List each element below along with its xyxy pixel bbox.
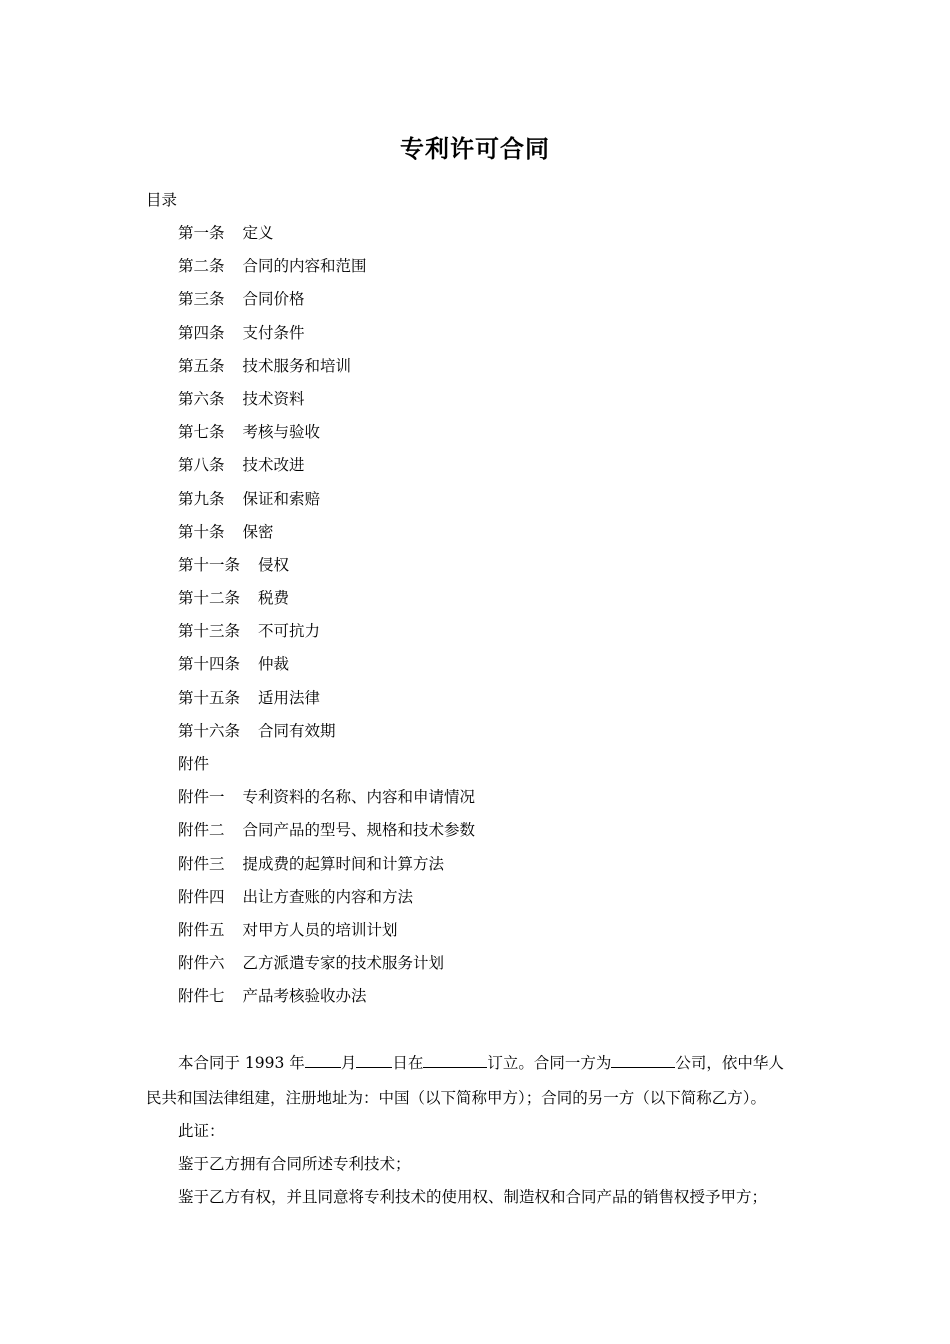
witness-line: 此证： — [178, 1122, 225, 1140]
intro-text-month: 月 — [340, 1054, 357, 1072]
toc-item-number: 附件五 — [178, 920, 225, 939]
toc-item — [178, 984, 475, 1017]
toc-item — [178, 420, 475, 453]
intro-text-day: 日在 — [392, 1054, 424, 1072]
toc-item-label: 产品考核验收办法 — [242, 987, 367, 1006]
toc-item-label: 合同产品的型号、规格和技术参数 — [242, 821, 476, 840]
toc-item-label: 专利资料的名称、内容和申请情况 — [242, 788, 476, 807]
toc-item-label: 乙方派遣专家的技术服务计划 — [242, 954, 445, 973]
toc-item-label: 保密 — [242, 522, 274, 541]
intro-text-law: 公司，依中华人 — [675, 1054, 784, 1072]
toc-item-number: 第十一条 — [178, 555, 241, 574]
intro-text-party: 订立。合同一方为 — [487, 1054, 612, 1072]
toc-item-number: 第十五条 — [178, 688, 241, 707]
toc-item — [178, 686, 475, 719]
toc-item — [178, 951, 475, 984]
toc-item — [178, 520, 475, 553]
toc-item-label: 技术改进 — [242, 456, 305, 475]
toc-item-number: 第八条 — [178, 456, 225, 475]
toc-item — [178, 321, 475, 354]
toc-item-label: 适用法律 — [258, 688, 321, 707]
toc-item-label: 合同价格 — [242, 290, 305, 309]
toc-item — [178, 619, 475, 652]
toc-item-label: 保证和索赔 — [242, 489, 321, 508]
toc-item — [178, 719, 475, 752]
toc-item — [178, 852, 475, 885]
toc-item-number: 第十二条 — [178, 589, 241, 608]
toc-item-label: 侵权 — [258, 555, 290, 574]
toc-item — [178, 885, 475, 918]
toc-item — [178, 487, 475, 520]
toc-heading: 目录 — [146, 191, 178, 209]
toc-item-label: 考核与验收 — [242, 423, 321, 442]
toc-item — [178, 818, 475, 851]
toc-item-number: 第三条 — [178, 290, 225, 309]
toc-item — [178, 287, 475, 320]
toc-item-label: 仲裁 — [258, 655, 290, 674]
contract-intro — [146, 1050, 808, 1218]
toc-item-label: 对甲方人员的培训计划 — [242, 920, 398, 939]
toc-item-number: 附件六 — [178, 954, 225, 973]
toc-item-number: 附件七 — [178, 987, 225, 1006]
toc-item-number: 第四条 — [178, 323, 225, 342]
toc-item — [178, 553, 475, 586]
toc-item-label: 技术服务和培训 — [242, 356, 352, 375]
toc-item-number: 附件二 — [178, 821, 225, 840]
intro-text-date-prefix: 本合同于 1993 年 — [178, 1054, 305, 1072]
toc-item — [178, 785, 475, 818]
toc-item-label: 税费 — [258, 589, 290, 608]
toc-item-number: 第一条 — [178, 224, 225, 242]
toc-item — [178, 354, 475, 387]
toc-item-number: 第十六条 — [178, 721, 241, 740]
toc-item-number: 第五条 — [178, 356, 225, 375]
toc-item-number: 第九条 — [178, 489, 225, 508]
table-of-contents — [178, 221, 475, 1018]
day-blank — [356, 1050, 392, 1068]
toc-item-label: 定义 — [242, 224, 274, 242]
toc-item-number: 附件 — [178, 755, 210, 773]
place-blank — [423, 1050, 487, 1068]
recital-1: 鉴于乙方拥有合同所述专利技术； — [178, 1155, 411, 1173]
toc-item-label: 支付条件 — [242, 323, 305, 342]
toc-item-number: 第七条 — [178, 423, 225, 442]
toc-item — [178, 752, 475, 785]
toc-item-number: 附件四 — [178, 887, 225, 906]
toc-item-label: 合同的内容和范围 — [242, 257, 367, 276]
toc-item-label: 不可抗力 — [258, 622, 321, 641]
toc-item — [178, 254, 475, 287]
toc-item — [178, 221, 475, 254]
toc-item-label: 出让方查账的内容和方法 — [242, 887, 414, 906]
intro-paragraph-line1 — [146, 1050, 808, 1086]
document-title: 专利许可合同 — [400, 134, 550, 163]
toc-item-number: 附件一 — [178, 788, 225, 807]
toc-item-number: 第二条 — [178, 257, 225, 276]
toc-item — [178, 918, 475, 951]
toc-item-label: 提成费的起算时间和计算方法 — [242, 854, 445, 873]
toc-item — [178, 387, 475, 420]
toc-item-number: 第十四条 — [178, 655, 241, 674]
company-blank — [611, 1050, 675, 1068]
recital-2: 鉴于乙方有权，并且同意将专利技术的使用权、制造权和合同产品的销售权授予甲方； — [178, 1188, 768, 1206]
toc-item-number: 附件三 — [178, 854, 225, 873]
toc-item — [178, 453, 475, 486]
toc-item-number: 第十三条 — [178, 622, 241, 641]
toc-item-number: 第六条 — [178, 389, 225, 408]
toc-item — [178, 586, 475, 619]
toc-item-label: 技术资料 — [242, 389, 305, 408]
intro-paragraph-line2: 民共和国法律组建，注册地址为：中国（以下简称甲方）；合同的另一方（以下简称乙方）。 — [146, 1089, 767, 1107]
month-blank — [305, 1050, 341, 1068]
toc-item — [178, 652, 475, 685]
toc-item-number: 第十条 — [178, 522, 225, 541]
toc-item-label: 合同有效期 — [258, 721, 336, 740]
